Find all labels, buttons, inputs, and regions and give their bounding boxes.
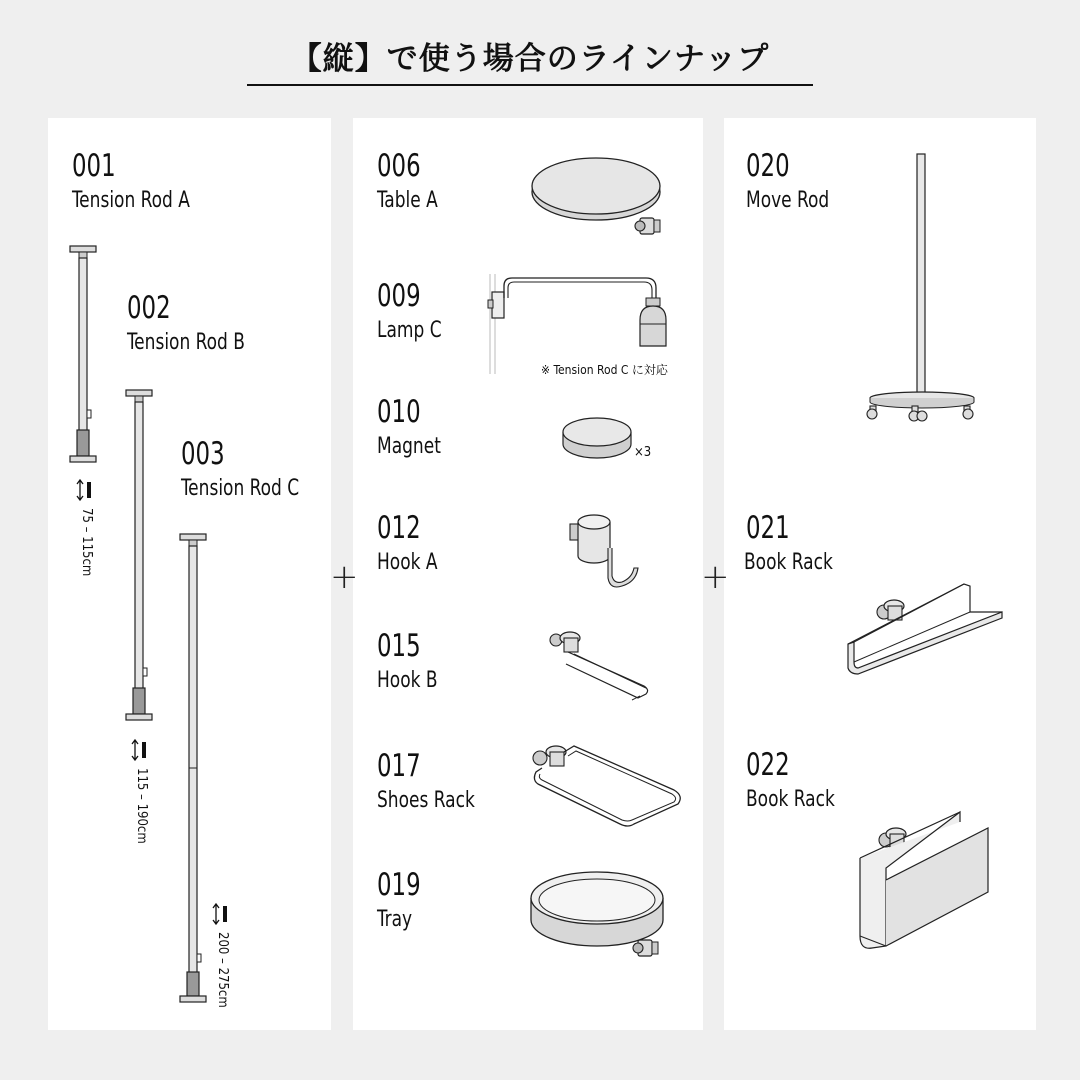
rod-c-range: 200 – 275cm: [215, 932, 230, 1008]
rod-c-number: 003: [181, 436, 225, 472]
extra-name-020: Move Rod: [746, 188, 830, 213]
book-rack-icon: [856, 808, 992, 956]
range-arrow-icon-c: [212, 902, 232, 926]
rod-a-number: 001: [72, 148, 116, 184]
extra-name-021: Book Rack: [744, 550, 833, 575]
tension-rod-c-icon: [176, 532, 216, 1006]
lamp-compat-note: ※ Tension Rod C に対応: [541, 363, 668, 377]
accessory-name-017: Shoes Rack: [377, 788, 475, 813]
rod-b-name: Tension Rod B: [127, 330, 245, 355]
page-title: 【縦】で使う場合のラインナップ: [290, 41, 770, 77]
rod-c-name: Tension Rod C: [181, 476, 300, 501]
extra-number-021: 021: [746, 510, 790, 546]
accessory-name-009: Lamp C: [377, 318, 442, 343]
accessory-number-012: 012: [377, 510, 421, 546]
tray-icon: [528, 858, 674, 966]
accessory-number-019: 019: [377, 867, 421, 903]
lamp-icon: [486, 272, 672, 376]
extra-number-020: 020: [746, 148, 790, 184]
extra-number-022: 022: [746, 747, 790, 783]
rod-a-name: Tension Rod A: [72, 188, 190, 213]
accessory-number-010: 010: [377, 394, 421, 430]
magnet-icon: [560, 410, 634, 466]
tension-rod-b-icon: [122, 388, 162, 728]
rod-b-number: 002: [127, 290, 171, 326]
shelf-rack-icon: [846, 582, 1008, 680]
rod-a-range: 75 – 115cm: [79, 508, 94, 577]
tension-rod-a-icon: [66, 244, 106, 468]
accessory-number-006: 006: [377, 148, 421, 184]
accessory-name-006: Table A: [377, 188, 438, 213]
move-rod-icon: [862, 150, 984, 426]
accessory-name-010: Magnet: [377, 434, 441, 459]
range-arrow-icon-a: [76, 478, 96, 502]
accessory-number-015: 015: [377, 628, 421, 664]
shoes-rack-icon: [524, 738, 684, 830]
accessory-name-012: Hook A: [377, 550, 438, 575]
round-table-icon: [528, 148, 673, 243]
plus-separator-1: +: [330, 557, 359, 597]
accessory-name-015: Hook B: [377, 668, 438, 693]
range-arrow-icon-b: [131, 738, 151, 762]
plus-separator-2: +: [701, 557, 730, 597]
magnet-quantity: ×3: [634, 445, 652, 460]
accessory-number-017: 017: [377, 748, 421, 784]
extra-name-022: Book Rack: [746, 787, 835, 812]
rod-b-range: 115 – 190cm: [134, 768, 149, 844]
page-title-wrapper: [247, 30, 813, 86]
accessory-name-019: Tray: [377, 907, 413, 932]
hook-icon: [564, 512, 648, 592]
accessory-number-009: 009: [377, 278, 421, 314]
towel-hook-icon: [546, 628, 658, 706]
